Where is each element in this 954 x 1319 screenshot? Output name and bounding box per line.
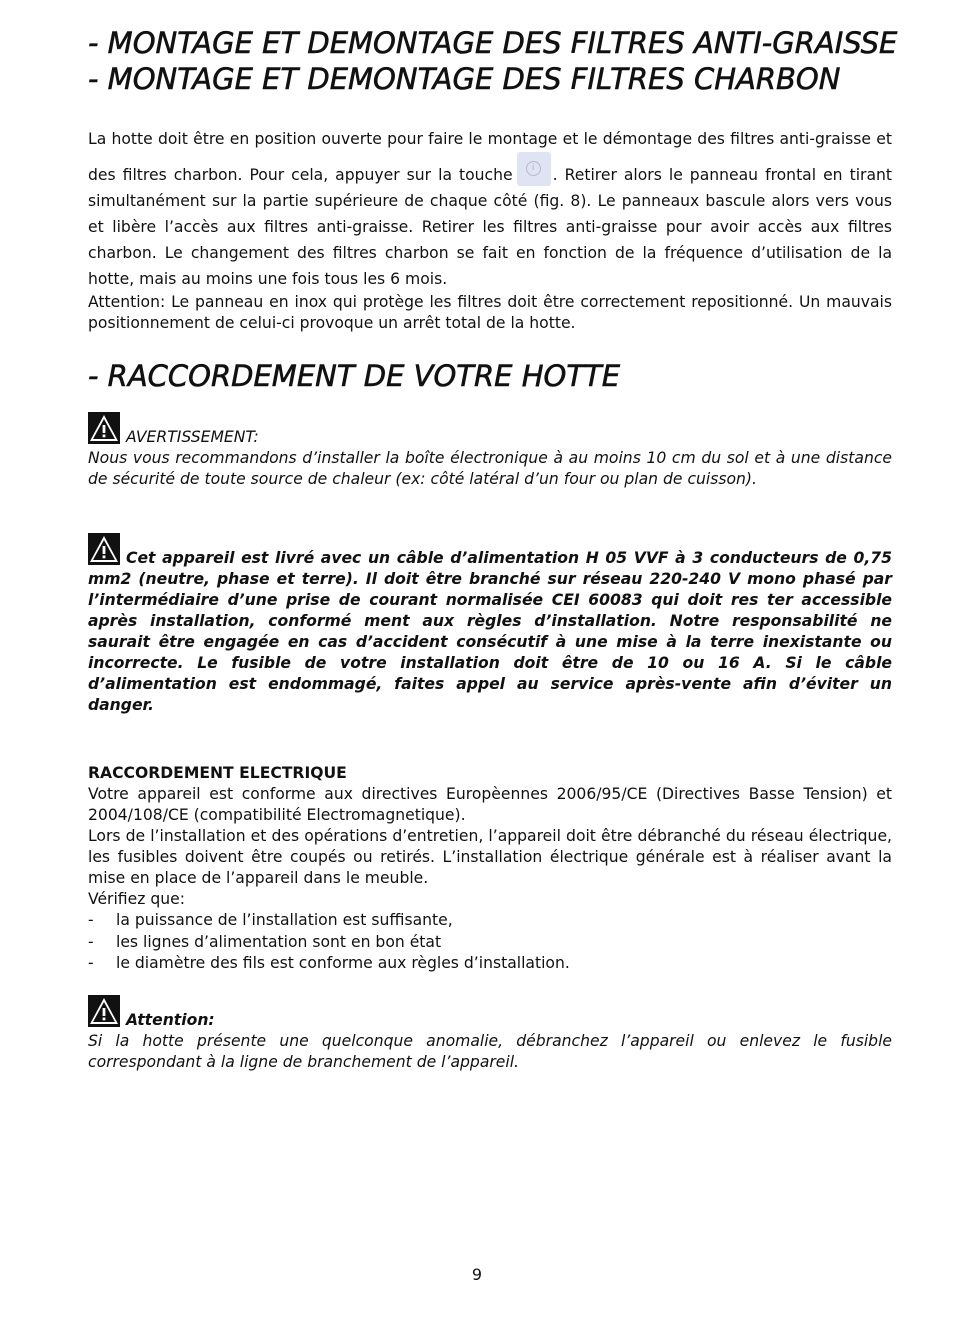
attention-block: [88, 995, 892, 1073]
electrical-section: [88, 763, 892, 975]
warning-block-2: [88, 533, 892, 716]
attention-text: Si la hotte présente une quelconque anomalie, débranchez l’appareil ou enlevez le fusible correspondant à la ligne de branchement de l’appareil.: [88, 1032, 892, 1071]
filters-paragraph-part2: . Retirer alors le panneau frontal en tirant simultanément sur la partie supérieure de chaque côté (fig. 8). Le panneaux bascule alors vers vous et libère l’accès aux filtres anti-graisse. Retirer les filtres anti-graisse pour avoir accès aux filtres charbon. Le changement des filtres charbon se fait en fonction de la fréquence d’utilisation de la hotte, mais au moins une fois tous les 6 mois.: [88, 166, 893, 288]
warning-1-text: Nous vous recommandons d’installer la boîte électronique à au moins 10 cm du sol et à une distance de sécurité de toute source de chaleur (ex: côté latéral d’un four ou plan de cuisson).: [88, 449, 892, 488]
info-touch-button-icon: i: [517, 152, 551, 186]
filters-attention: Attention: Le panneau en inox qui protège les filtres doit être correctement repositionné. Un mauvais positionnement de celui-ci provoque un arrêt total de la hotte.: [88, 293, 892, 332]
warning-block-1: [88, 412, 892, 490]
heading-raccordement: - RACCORDEMENT DE VOTRE HOTTE: [88, 359, 621, 393]
warning-2-text: Cet appareil est livré avec un câble d’alimentation H 05 VVF à 3 conducteurs de 0,75 mm2 (neutre, phase et terre). Il doit être branché sur réseau 220-240 V mono phasé par l’intermédiaire d’une prise de courant normalisée CEI 60083 qui doit res ter accessible après installation, conformé ment aux règles d’installation. Notre responsabilité ne saurait être engagée en cas d’accident consécutif à une mise à la terre inexistante ou incorrecte. Le fusible de votre installation doit être de 10 ou 16 A. Si le câble d’alimentation est endommagé, faites appel au service après-vente afin d’éviter un danger.: [88, 549, 892, 714]
list-item: - les lignes d’alimentation sont en bon état: [88, 932, 442, 951]
warning-1-title: AVERTISSEMENT:: [126, 428, 259, 446]
electrical-heading: RACCORDEMENT ELECTRIQUE: [88, 764, 347, 782]
filters-paragraph-part1: La hotte doit être en position ouverte pour faire le montage et le démontage des filtres anti-graisse et des filtres charbon. Pour cela, appuyer sur la touche: [88, 130, 892, 184]
attention-title-line: [88, 995, 892, 1031]
list-item: - le diamètre des fils est conforme aux règles d’installation.: [88, 954, 570, 972]
verify-list: [88, 910, 892, 975]
electrical-directives: Votre appareil est conforme aux directives Europèennes 2006/95/CE (Directives Basse Tension) et 2004/108/CE (compatibilité Electromagnetique).: [88, 785, 892, 824]
warning-triangle-icon: [88, 533, 120, 565]
section-filters-heading: [88, 25, 898, 97]
heading-filters-anti-graisse: - MONTAGE ET DEMONTAGE DES FILTRES ANTI-GRAISSE: [88, 26, 898, 60]
warning-triangle-icon: [88, 995, 120, 1027]
page-number: 9: [471, 1265, 483, 1284]
warning-1-title-line: [88, 412, 892, 448]
attention-title: Attention:: [126, 1011, 215, 1029]
section-connection-heading: [88, 358, 892, 394]
section-filters-body: [88, 126, 892, 334]
warning-triangle-icon: [88, 412, 120, 444]
heading-filters-charbon: - MONTAGE ET DEMONTAGE DES FILTRES CHARBON: [88, 62, 841, 96]
filters-paragraph: [88, 126, 892, 292]
warning-2-paragraph: [88, 533, 892, 716]
electrical-installation: Lors de l’installation et des opérations d’entretien, l’appareil doit être débranché du réseau électrique, les fusibles doivent être coupés ou retirés. L’installation électrique générale est à réaliser avant la mise en place de l’appareil dans le meuble.: [88, 827, 892, 887]
verify-label: Vérifiez que:: [88, 890, 185, 908]
list-item: - la puissance de l’installation est suffisante,: [88, 911, 453, 929]
